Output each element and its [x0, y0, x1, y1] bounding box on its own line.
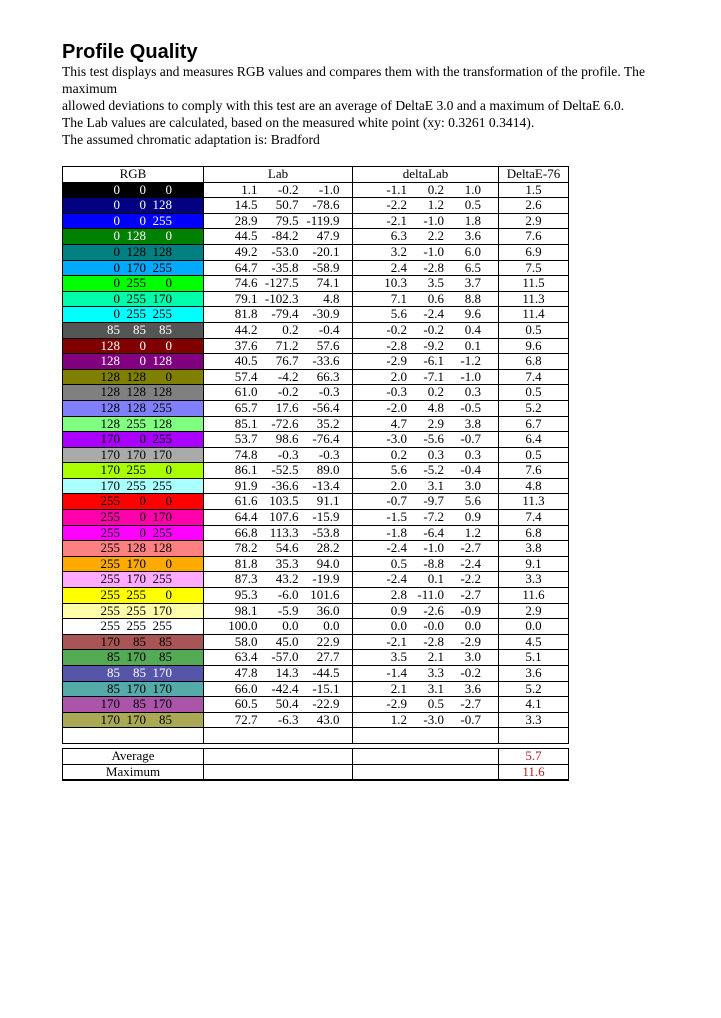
color-test-row: [63, 556, 569, 572]
color-test-row: [63, 369, 569, 385]
rgb-swatch-cell: 255 0 170: [63, 510, 204, 526]
profile-quality-table: [62, 166, 569, 744]
color-test-row: [63, 681, 569, 697]
rgb-swatch-cell: 170 255 255: [63, 478, 204, 494]
deltalab-cell: 6.3 2.2 3.6: [353, 229, 499, 245]
rgb-swatch-cell: 85 170 85: [63, 650, 204, 666]
lab-cell: 44.2 0.2 -0.4: [204, 322, 353, 338]
color-test-row: [63, 385, 569, 401]
deltae-cell: 3.6: [499, 666, 569, 682]
deltalab-cell: -2.4 0.1 -2.2: [353, 572, 499, 588]
deltalab-cell: -2.4 -1.0 -2.7: [353, 541, 499, 557]
deltae-cell: 5.2: [499, 681, 569, 697]
rgb-swatch-cell: 128 128 0: [63, 369, 204, 385]
color-test-row: [63, 416, 569, 432]
lab-cell: 64.4 107.6 -15.9: [204, 510, 353, 526]
rgb-swatch-cell: 128 128 128: [63, 385, 204, 401]
rgb-swatch-cell: 255 255 255: [63, 619, 204, 635]
deltae-cell: 0.5: [499, 322, 569, 338]
rgb-swatch-cell: 170 170 170: [63, 447, 204, 463]
empty-cell: [204, 764, 353, 780]
rgb-swatch-cell: 170 85 170: [63, 697, 204, 713]
deltae-cell: 7.5: [499, 260, 569, 276]
empty-cell: [63, 728, 204, 744]
deltae-cell: 7.6: [499, 229, 569, 245]
lab-cell: 37.6 71.2 57.6: [204, 338, 353, 354]
lab-cell: 40.5 76.7 -33.6: [204, 354, 353, 370]
lab-cell: 72.7 -6.3 43.0: [204, 712, 353, 728]
lab-cell: 79.1 -102.3 4.8: [204, 291, 353, 307]
deltae-cell: 6.8: [499, 525, 569, 541]
deltalab-cell: -2.1 -2.8 -2.9: [353, 634, 499, 650]
lab-cell: 91.9 -36.6 -13.4: [204, 478, 353, 494]
lab-cell: 74.8 -0.3 -0.3: [204, 447, 353, 463]
deltalab-cell: 3.5 2.1 3.0: [353, 650, 499, 666]
color-test-row: [63, 432, 569, 448]
rgb-swatch-cell: 0 0 128: [63, 198, 204, 214]
deltae-cell: 0.5: [499, 447, 569, 463]
deltae-cell: 7.4: [499, 369, 569, 385]
deltalab-cell: -1.8 -6.4 1.2: [353, 525, 499, 541]
page-title: Profile Quality: [62, 41, 198, 63]
deltae-cell: 7.4: [499, 510, 569, 526]
lab-cell: 63.4 -57.0 27.7: [204, 650, 353, 666]
color-test-row: [63, 260, 569, 276]
maximum-label: Maximum: [63, 764, 204, 780]
deltae-cell: 4.1: [499, 697, 569, 713]
deltalab-cell: 0.0 -0.0 0.0: [353, 619, 499, 635]
rgb-swatch-cell: 255 170 0: [63, 556, 204, 572]
lab-cell: 61.6 103.5 91.1: [204, 494, 353, 510]
color-test-row: [63, 338, 569, 354]
col-header-deltalab: deltaLab: [353, 167, 499, 183]
deltalab-cell: 4.7 2.9 3.8: [353, 416, 499, 432]
lab-cell: 47.8 14.3 -44.5: [204, 666, 353, 682]
deltalab-cell: 5.6 -5.2 -0.4: [353, 463, 499, 479]
rgb-swatch-cell: 0 170 255: [63, 260, 204, 276]
deltae-cell: 11.5: [499, 276, 569, 292]
average-label: Average: [63, 748, 204, 764]
lab-cell: 95.3 -6.0 101.6: [204, 588, 353, 604]
empty-cell: [353, 764, 499, 780]
deltae-cell: 3.8: [499, 541, 569, 557]
deltalab-cell: -1.1 0.2 1.0: [353, 182, 499, 198]
deltalab-cell: -2.0 4.8 -0.5: [353, 400, 499, 416]
deltae-cell: 6.7: [499, 416, 569, 432]
rgb-swatch-cell: 128 255 128: [63, 416, 204, 432]
intro-line-2: allowed deviations to comply with this test are an average of DeltaE 3.0 and a maximum of DeltaE 6.0.: [62, 98, 625, 113]
lab-cell: 53.7 98.6 -76.4: [204, 432, 353, 448]
deltalab-cell: -0.3 0.2 0.3: [353, 385, 499, 401]
lab-cell: 49.2 -53.0 -20.1: [204, 244, 353, 260]
lab-cell: 86.1 -52.5 89.0: [204, 463, 353, 479]
color-test-row: [63, 494, 569, 510]
rgb-swatch-cell: 85 85 170: [63, 666, 204, 682]
document-page: [62, 0, 662, 781]
average-row: [63, 748, 569, 764]
color-test-row: [63, 603, 569, 619]
lab-cell: 98.1 -5.9 36.0: [204, 603, 353, 619]
deltalab-cell: 1.2 -3.0 -0.7: [353, 712, 499, 728]
lab-cell: 61.0 -0.2 -0.3: [204, 385, 353, 401]
deltalab-cell: -0.2 -0.2 0.4: [353, 322, 499, 338]
color-test-row: [63, 276, 569, 292]
rgb-swatch-cell: 255 255 0: [63, 588, 204, 604]
color-test-row: [63, 447, 569, 463]
rgb-swatch-cell: 170 255 0: [63, 463, 204, 479]
deltalab-cell: 5.6 -2.4 9.6: [353, 307, 499, 323]
lab-cell: 66.0 -42.4 -15.1: [204, 681, 353, 697]
deltae-cell: 0.0: [499, 619, 569, 635]
deltae-cell: 2.9: [499, 603, 569, 619]
deltae-cell: 5.1: [499, 650, 569, 666]
summary-table: [62, 748, 569, 781]
whitepoint-paragraph: The Lab values are calculated, based on the measured white point (xy: 0.3261 0.3414).: [62, 115, 535, 130]
deltae-cell: 2.6: [499, 198, 569, 214]
intro-line-1: This test displays and measures RGB values and compares them with the transformation of the profile. The maximum: [62, 64, 646, 96]
deltae-cell: 9.6: [499, 338, 569, 354]
color-test-row: [63, 198, 569, 214]
lab-cell: 57.4 -4.2 66.3: [204, 369, 353, 385]
color-test-row: [63, 400, 569, 416]
col-header-deltae76: DeltaE-76: [499, 167, 569, 183]
rgb-swatch-cell: 170 170 85: [63, 712, 204, 728]
rgb-swatch-cell: 0 255 170: [63, 291, 204, 307]
color-test-row: [63, 478, 569, 494]
empty-cell: [204, 748, 353, 764]
deltae-cell: 0.5: [499, 385, 569, 401]
color-test-row: [63, 291, 569, 307]
rgb-swatch-cell: 0 0 255: [63, 213, 204, 229]
color-test-row: [63, 697, 569, 713]
deltae-cell: 11.3: [499, 291, 569, 307]
color-test-row: [63, 572, 569, 588]
rgb-swatch-cell: 255 0 255: [63, 525, 204, 541]
deltae-cell: 9.1: [499, 556, 569, 572]
maximum-row: [63, 764, 569, 780]
color-test-row: [63, 666, 569, 682]
deltalab-cell: -1.5 -7.2 0.9: [353, 510, 499, 526]
lab-cell: 65.7 17.6 -56.4: [204, 400, 353, 416]
deltae-cell: 6.4: [499, 432, 569, 448]
lab-cell: 81.8 -79.4 -30.9: [204, 307, 353, 323]
intro-paragraph: [62, 63, 662, 114]
rgb-swatch-cell: 0 128 128: [63, 244, 204, 260]
deltae-cell: 6.9: [499, 244, 569, 260]
rgb-swatch-cell: 0 255 255: [63, 307, 204, 323]
rgb-swatch-cell: 170 85 85: [63, 634, 204, 650]
empty-cell: [499, 728, 569, 744]
maximum-value: 11.6: [499, 764, 569, 780]
lab-cell: 87.3 43.2 -19.9: [204, 572, 353, 588]
table-header-row: [63, 167, 569, 183]
deltalab-cell: -0.7 -9.7 5.6: [353, 494, 499, 510]
color-test-row: [63, 525, 569, 541]
lab-cell: 100.0 0.0 0.0: [204, 619, 353, 635]
col-header-lab: Lab: [204, 167, 353, 183]
color-test-row: [63, 541, 569, 557]
lab-cell: 78.2 54.6 28.2: [204, 541, 353, 557]
deltae-cell: 7.6: [499, 463, 569, 479]
deltalab-cell: -2.2 1.2 0.5: [353, 198, 499, 214]
deltalab-cell: 0.2 0.3 0.3: [353, 447, 499, 463]
deltae-cell: 11.4: [499, 307, 569, 323]
color-test-row: [63, 619, 569, 635]
deltae-cell: 6.8: [499, 354, 569, 370]
deltae-cell: 11.6: [499, 588, 569, 604]
lab-cell: 85.1 -72.6 35.2: [204, 416, 353, 432]
col-header-rgb: RGB: [63, 167, 204, 183]
deltae-cell: 3.3: [499, 712, 569, 728]
rgb-swatch-cell: 170 0 255: [63, 432, 204, 448]
deltalab-cell: -2.9 0.5 -2.7: [353, 697, 499, 713]
lab-cell: 64.7 -35.8 -58.9: [204, 260, 353, 276]
color-test-row: [63, 307, 569, 323]
deltalab-cell: 2.1 3.1 3.6: [353, 681, 499, 697]
color-test-row: [63, 322, 569, 338]
color-test-row: [63, 510, 569, 526]
deltalab-cell: 0.9 -2.6 -0.9: [353, 603, 499, 619]
rgb-swatch-cell: 255 170 255: [63, 572, 204, 588]
empty-cell: [204, 728, 353, 744]
lab-cell: 14.5 50.7 -78.6: [204, 198, 353, 214]
deltalab-cell: -1.4 3.3 -0.2: [353, 666, 499, 682]
color-test-row: [63, 229, 569, 245]
deltae-cell: 11.3: [499, 494, 569, 510]
deltae-cell: 4.5: [499, 634, 569, 650]
color-test-row: [63, 634, 569, 650]
lab-cell: 74.6 -127.5 74.1: [204, 276, 353, 292]
lab-cell: 44.5 -84.2 47.9: [204, 229, 353, 245]
color-test-row: [63, 463, 569, 479]
deltalab-cell: -2.1 -1.0 1.8: [353, 213, 499, 229]
color-test-row: [63, 588, 569, 604]
rgb-swatch-cell: 128 0 0: [63, 338, 204, 354]
deltalab-cell: 7.1 0.6 8.8: [353, 291, 499, 307]
deltalab-cell: 10.3 3.5 3.7: [353, 276, 499, 292]
rgb-swatch-cell: 128 128 255: [63, 400, 204, 416]
rgb-swatch-cell: 0 255 0: [63, 276, 204, 292]
deltae-cell: 4.8: [499, 478, 569, 494]
lab-cell: 58.0 45.0 22.9: [204, 634, 353, 650]
color-test-row: [63, 213, 569, 229]
deltalab-cell: 3.2 -1.0 6.0: [353, 244, 499, 260]
deltae-cell: 2.9: [499, 213, 569, 229]
deltalab-cell: 2.8 -11.0 -2.7: [353, 588, 499, 604]
empty-cell: [353, 728, 499, 744]
empty-cell: [353, 748, 499, 764]
lab-cell: 1.1 -0.2 -1.0: [204, 182, 353, 198]
adaptation-paragraph: The assumed chromatic adaptation is: Bradford: [62, 132, 320, 147]
deltalab-cell: 2.0 3.1 3.0: [353, 478, 499, 494]
color-test-row: [63, 712, 569, 728]
rgb-swatch-cell: 0 0 0: [63, 182, 204, 198]
deltalab-cell: 0.5 -8.8 -2.4: [353, 556, 499, 572]
color-test-row: [63, 354, 569, 370]
average-value: 5.7: [499, 748, 569, 764]
color-test-row: [63, 182, 569, 198]
rgb-swatch-cell: 85 170 170: [63, 681, 204, 697]
lab-cell: 28.9 79.5 -119.9: [204, 213, 353, 229]
rgb-swatch-cell: 85 85 85: [63, 322, 204, 338]
deltalab-cell: -2.8 -9.2 0.1: [353, 338, 499, 354]
rgb-swatch-cell: 255 255 170: [63, 603, 204, 619]
rgb-swatch-cell: 0 128 0: [63, 229, 204, 245]
deltalab-cell: -2.9 -6.1 -1.2: [353, 354, 499, 370]
lab-cell: 66.8 113.3 -53.8: [204, 525, 353, 541]
color-test-row: [63, 650, 569, 666]
rgb-swatch-cell: 255 0 0: [63, 494, 204, 510]
color-test-row: [63, 244, 569, 260]
deltalab-cell: 2.4 -2.8 6.5: [353, 260, 499, 276]
lab-cell: 81.8 35.3 94.0: [204, 556, 353, 572]
lab-cell: 60.5 50.4 -22.9: [204, 697, 353, 713]
rgb-swatch-cell: 128 0 128: [63, 354, 204, 370]
rgb-swatch-cell: 255 128 128: [63, 541, 204, 557]
deltae-cell: 3.3: [499, 572, 569, 588]
deltalab-cell: 2.0 -7.1 -1.0: [353, 369, 499, 385]
deltae-cell: 5.2: [499, 400, 569, 416]
deltae-cell: 1.5: [499, 182, 569, 198]
empty-row: [63, 728, 569, 744]
deltalab-cell: -3.0 -5.6 -0.7: [353, 432, 499, 448]
